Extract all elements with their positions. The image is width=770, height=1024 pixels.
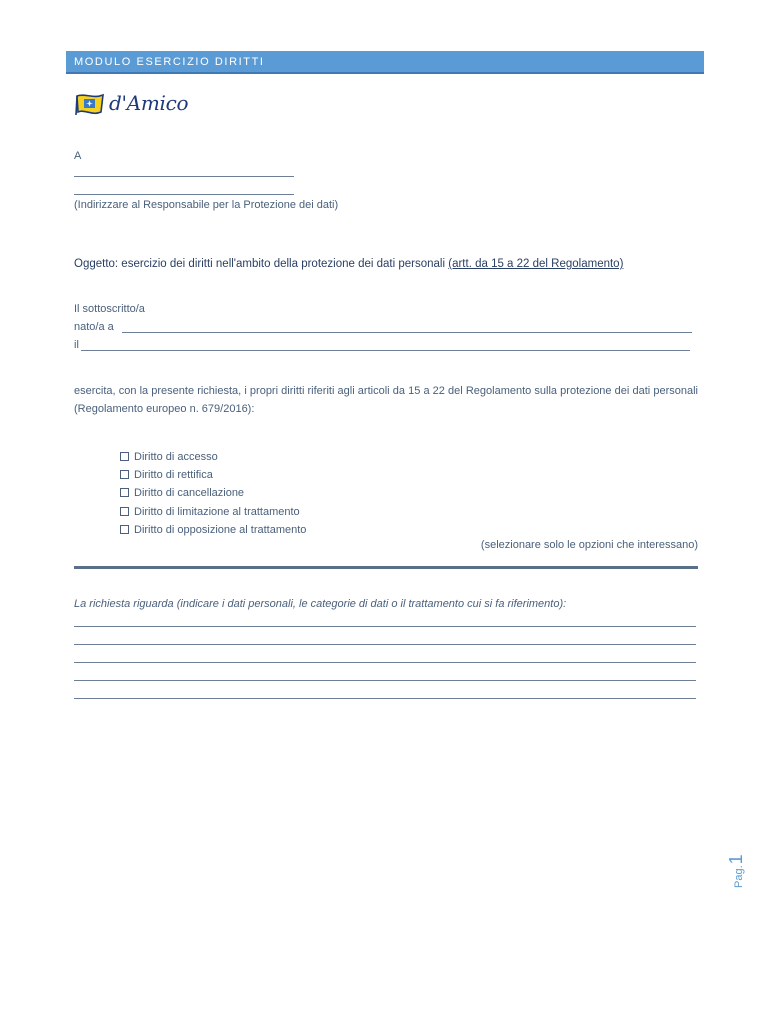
request-details-line[interactable] (74, 644, 696, 645)
birthplace-label: nato/a a (74, 321, 114, 333)
option-label: Diritto di rettifica (134, 469, 213, 482)
option-label: Diritto di limitazione al trattamento (134, 505, 300, 518)
undersigned-label: Il sottoscritto/a (74, 303, 145, 315)
page-number (726, 854, 747, 888)
subject-text: Oggetto: esercizio dei diritti nell'ambito della protezione dei dati personali (74, 258, 449, 270)
option-label: Diritto di opposizione al trattamento (134, 523, 307, 536)
addressee-hint: (Indirizzare al Responsabile per la Protezione dei dati) (74, 199, 339, 211)
birthdate-label: il (74, 339, 79, 351)
request-details-line[interactable] (74, 680, 696, 681)
checkbox-icon[interactable] (120, 452, 129, 461)
document-title: MODULO ESERCIZIO DIRITTI (74, 56, 265, 68)
page-number-value: 1 (726, 854, 746, 865)
option-objection[interactable] (120, 521, 306, 539)
option-erasure[interactable] (120, 484, 306, 502)
addressee-line-2[interactable] (74, 194, 294, 195)
document-header-bar (66, 51, 704, 74)
addressee-line-1[interactable] (74, 176, 294, 177)
option-rectification[interactable] (120, 466, 306, 484)
request-details-line[interactable] (74, 662, 696, 663)
checkbox-icon[interactable] (120, 488, 129, 497)
request-details-label: La richiesta riguarda (indicare i dati personali, le categorie di dati o il trattamento cui si fa riferimento): (74, 598, 567, 610)
rights-options-list (120, 448, 306, 539)
page-prefix: Pag. (733, 865, 745, 888)
option-access[interactable] (120, 448, 306, 466)
subject-line (74, 258, 623, 270)
checkbox-icon[interactable] (120, 470, 129, 479)
flag-icon (75, 93, 105, 115)
logo-text: d'Amico (109, 91, 189, 115)
request-details-line[interactable] (74, 698, 696, 699)
section-divider (74, 566, 698, 569)
option-restriction[interactable] (120, 503, 306, 521)
checkbox-icon[interactable] (120, 525, 129, 534)
birthdate-field[interactable] (81, 350, 690, 351)
addressee-prefix: A (74, 150, 82, 162)
company-logo (75, 91, 195, 121)
option-label: Diritto di cancellazione (134, 487, 245, 500)
selection-note: (selezionare solo le opzioni che interessano) (480, 539, 698, 551)
subject-reference: (artt. da 15 a 22 del Regolamento) (448, 258, 624, 270)
request-body-text: esercita, con la presente richiesta, i propri diritti riferiti agli articoli da 15 a 22 del Regolamento sulla protezione dei dati personali (Regolamento europeo n. 679/2016): (74, 385, 698, 415)
option-label: Diritto di accesso (134, 451, 218, 463)
birthplace-field[interactable] (122, 332, 692, 333)
checkbox-icon[interactable] (120, 507, 129, 516)
request-details-line[interactable] (74, 626, 696, 627)
